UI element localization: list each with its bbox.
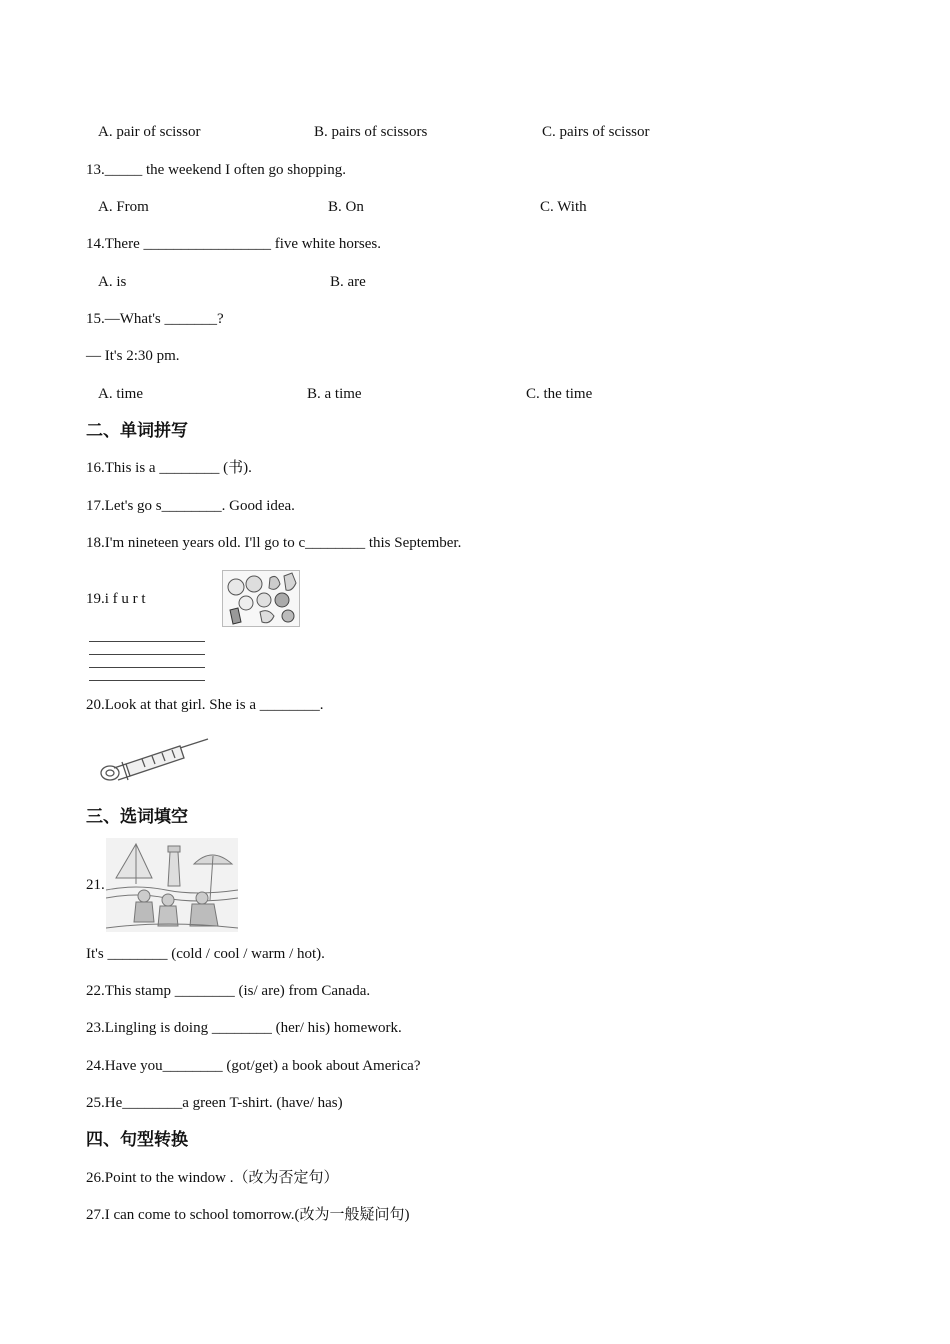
q12-option-c: C. pairs of scissor: [542, 124, 650, 140]
q12-option-a: A. pair of scissor: [98, 124, 201, 140]
question-23: 23.Lingling is doing ________ (her/ his) homework.: [86, 1020, 402, 1036]
question-13: 13._____ the weekend I often go shopping.: [86, 162, 346, 178]
question-20: 20.Look at that girl. She is a ________.: [86, 697, 324, 713]
question-18: 18.I'm nineteen years old. I'll go to c________ this September.: [86, 535, 462, 551]
writing-line: [89, 667, 205, 668]
question-16: 16.This is a ________ (书).: [86, 460, 252, 476]
q12-option-b: B. pairs of scissors: [314, 124, 428, 140]
q13-option-b: B. On: [328, 199, 364, 215]
question-24: 24.Have you________ (got/get) a book about America?: [86, 1058, 421, 1074]
writing-line: [89, 641, 205, 642]
q13-option-a: A. From: [98, 199, 149, 215]
section-4-title: 四、句型转换: [86, 1130, 188, 1150]
question-27: 27.I can come to school tomorrow.(改为一般疑问句): [86, 1207, 410, 1223]
writing-line: [89, 680, 205, 681]
question-15-reply: — It's 2:30 pm.: [86, 348, 180, 364]
section-2-title: 二、单词拼写: [86, 421, 188, 441]
writing-line: [89, 654, 205, 655]
question-21-number: 21.: [86, 877, 105, 893]
question-26: 26.Point to the window .（改为否定句）: [86, 1170, 339, 1186]
question-15: 15.—What's _______?: [86, 311, 224, 327]
question-21-text: It's ________ (cold / cool / warm / hot).: [86, 946, 325, 962]
q13-option-c: C. With: [540, 199, 587, 215]
q14-option-a: A. is: [98, 274, 127, 290]
fruit-picture: [222, 570, 300, 627]
q15-option-c: C. the time: [526, 386, 593, 402]
beach-picture: [106, 838, 238, 932]
question-22: 22.This stamp ________ (is/ are) from Canada.: [86, 983, 371, 999]
question-14: 14.There _________________ five white horses.: [86, 236, 381, 252]
q14-option-b: B. are: [330, 274, 366, 290]
q15-option-b: B. a time: [307, 386, 362, 402]
question-19: 19.i f u r t: [86, 591, 146, 607]
section-3-title: 三、选词填空: [86, 807, 188, 827]
question-25: 25.He________a green T-shirt. (have/ has): [86, 1095, 343, 1111]
syringe-picture: [96, 736, 210, 786]
question-17: 17.Let's go s________. Good idea.: [86, 498, 295, 514]
q15-option-a: A. time: [98, 386, 143, 402]
